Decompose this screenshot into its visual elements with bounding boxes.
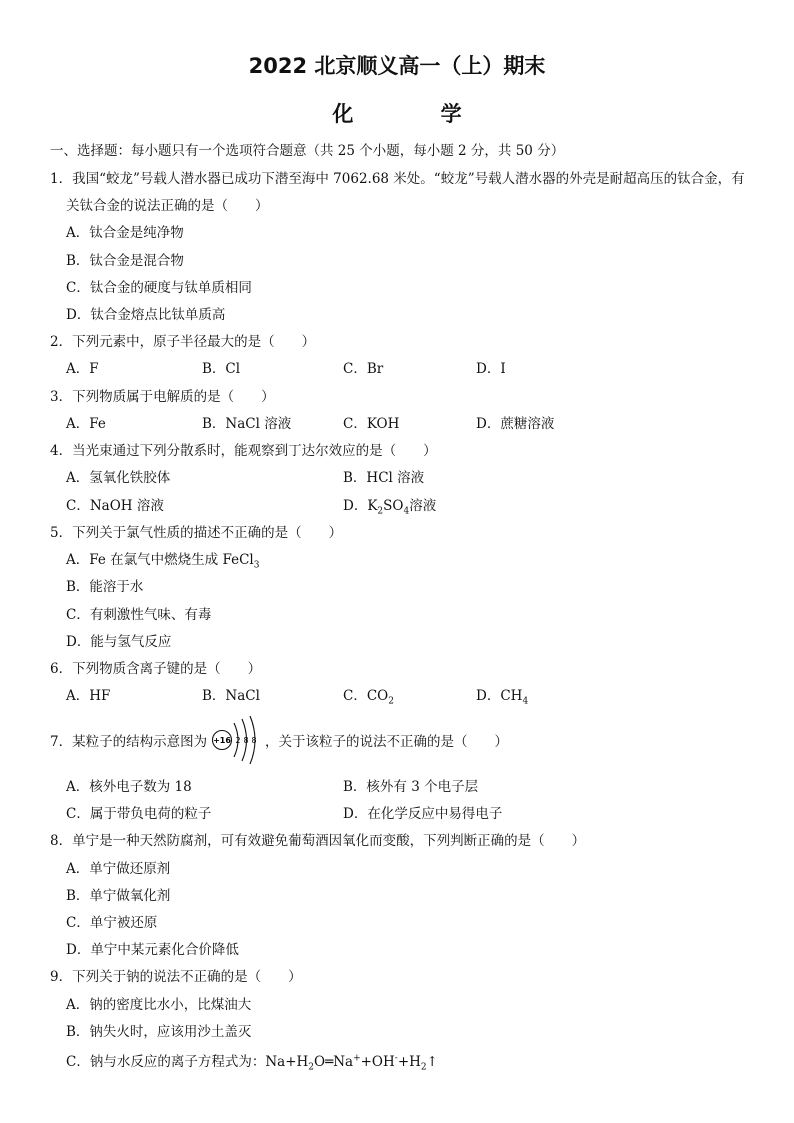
atomic-structure-diagram [211,715,265,765]
question-9-option-b: B．钠失火时，应该用沙土盖灭 [66,1024,252,1040]
question-4-option-b: B．HCl 溶液 [343,470,425,486]
question-8-option-d: D．单宁中某元素化合价降低 [66,942,239,958]
question-1-stem: 1．我国“蛟龙”号载人潜水器已成功下潜至海中 7062.68 米处。“蛟龙”号载人潜水器的外壳是耐超高压的钛合金，有 [50,171,745,187]
subject-title: 化 学 [332,102,502,126]
question-1-option-a: A．钛合金是纯净物 [66,225,184,241]
question-5-option-a: A．Fe 在氯气中燃烧生成 FeCl$_3$ [66,552,260,571]
question-1-option-d: D．钛合金熔点比钛单质高 [66,307,226,323]
question-3-option-c: C．KOH [343,416,400,432]
question-3-option-b: B．NaCl 溶液 [202,416,292,432]
question-1-option-c: C．钛合金的硬度与钛单质相同 [66,280,252,296]
question-2-stem: 2．下列元素中，原子半径最大的是（ ） [50,334,316,350]
question-4-stem: 4．当光束通过下列分散系时，能观察到丁达尔效应的是（ ） [50,443,437,459]
question-4-option-a: A．氢氧化铁胶体 [66,470,171,486]
question-8-option-c: C．单宁被还原 [66,915,158,931]
question-7-stem-post: ，关于该粒子的说法不正确的是（ ） [265,734,508,750]
question-6-option-b: B．NaCl [202,688,260,704]
question-5-option-c: C．有刺激性气味、有毒 [66,607,212,623]
question-3-stem: 3．下列物质属于电解质的是（ ） [50,389,275,405]
question-5-stem: 5．下列关于氯气性质的描述不正确的是（ ） [50,525,343,541]
question-9-stem: 9．下列关于钠的说法不正确的是（ ） [50,969,302,985]
nucleus-charge: +16 [213,736,231,745]
question-2-option-a: A．F [66,361,99,377]
question-3-option-d: D．蔗糖溶液 [476,416,555,432]
question-8-option-b: B．单宁做氧化剂 [66,888,171,904]
question-2-option-b: B．Cl [202,361,241,377]
question-6-option-c: C．$CO_2$ [343,688,394,707]
question-5-option-b: B．能溶于水 [66,579,144,595]
shell-3-count: 8 [251,736,257,745]
question-3-option-a: A．Fe [66,416,106,432]
question-2-option-c: C．Br [343,361,384,377]
question-9-option-a: A．钠的密度比水小，比煤油大 [66,997,252,1013]
question-6-option-a: A．HF [66,688,111,704]
question-8-stem: 8．单宁是一种天然防腐剂，可有效避免葡萄酒因氧化而变酸，下列判断正确的是（ ） [50,833,586,849]
question-9-option-c: C．钠与水反应的离子方程式为：$Na+H_2O═Na^++OH^-+H_2↑$ [66,1053,438,1073]
question-4-option-d: D．$K_2SO_4$溶液 [343,498,437,517]
question-7-option-d: D．在化学反应中易得电子 [343,806,503,822]
question-2-option-d: D．I [476,361,506,377]
shell-2-count: 8 [243,736,249,745]
question-6-option-d: D．$CH_4$ [476,688,529,707]
shell-1-count: 2 [235,736,241,745]
question-4-option-c: C．NaOH 溶液 [66,498,164,514]
question-1-option-b: B．钛合金是混合物 [66,253,184,269]
question-8-option-a: A．单宁做还原剂 [66,861,171,877]
question-5-option-d: D．能与氢气反应 [66,634,172,650]
page-title: 2022 北京顺义高一（上）期末 [248,54,546,78]
section-heading: 一、选择题：每小题只有一个选项符合题意（共 25 个小题，每小题 2 分，共 50 分） [50,143,565,159]
question-1-stem-cont: 关钛合金的说法正确的是（ ） [66,198,269,214]
question-6-stem: 6．下列物质含离子键的是（ ） [50,661,262,677]
question-7-option-a: A．核外电子数为 18 [66,779,192,795]
question-7-option-b: B．核外有 3 个电子层 [343,779,479,795]
question-7-option-c: C．属于带负电荷的粒子 [66,806,212,822]
question-7-stem-pre: 7．某粒子的结构示意图为 [50,734,208,750]
